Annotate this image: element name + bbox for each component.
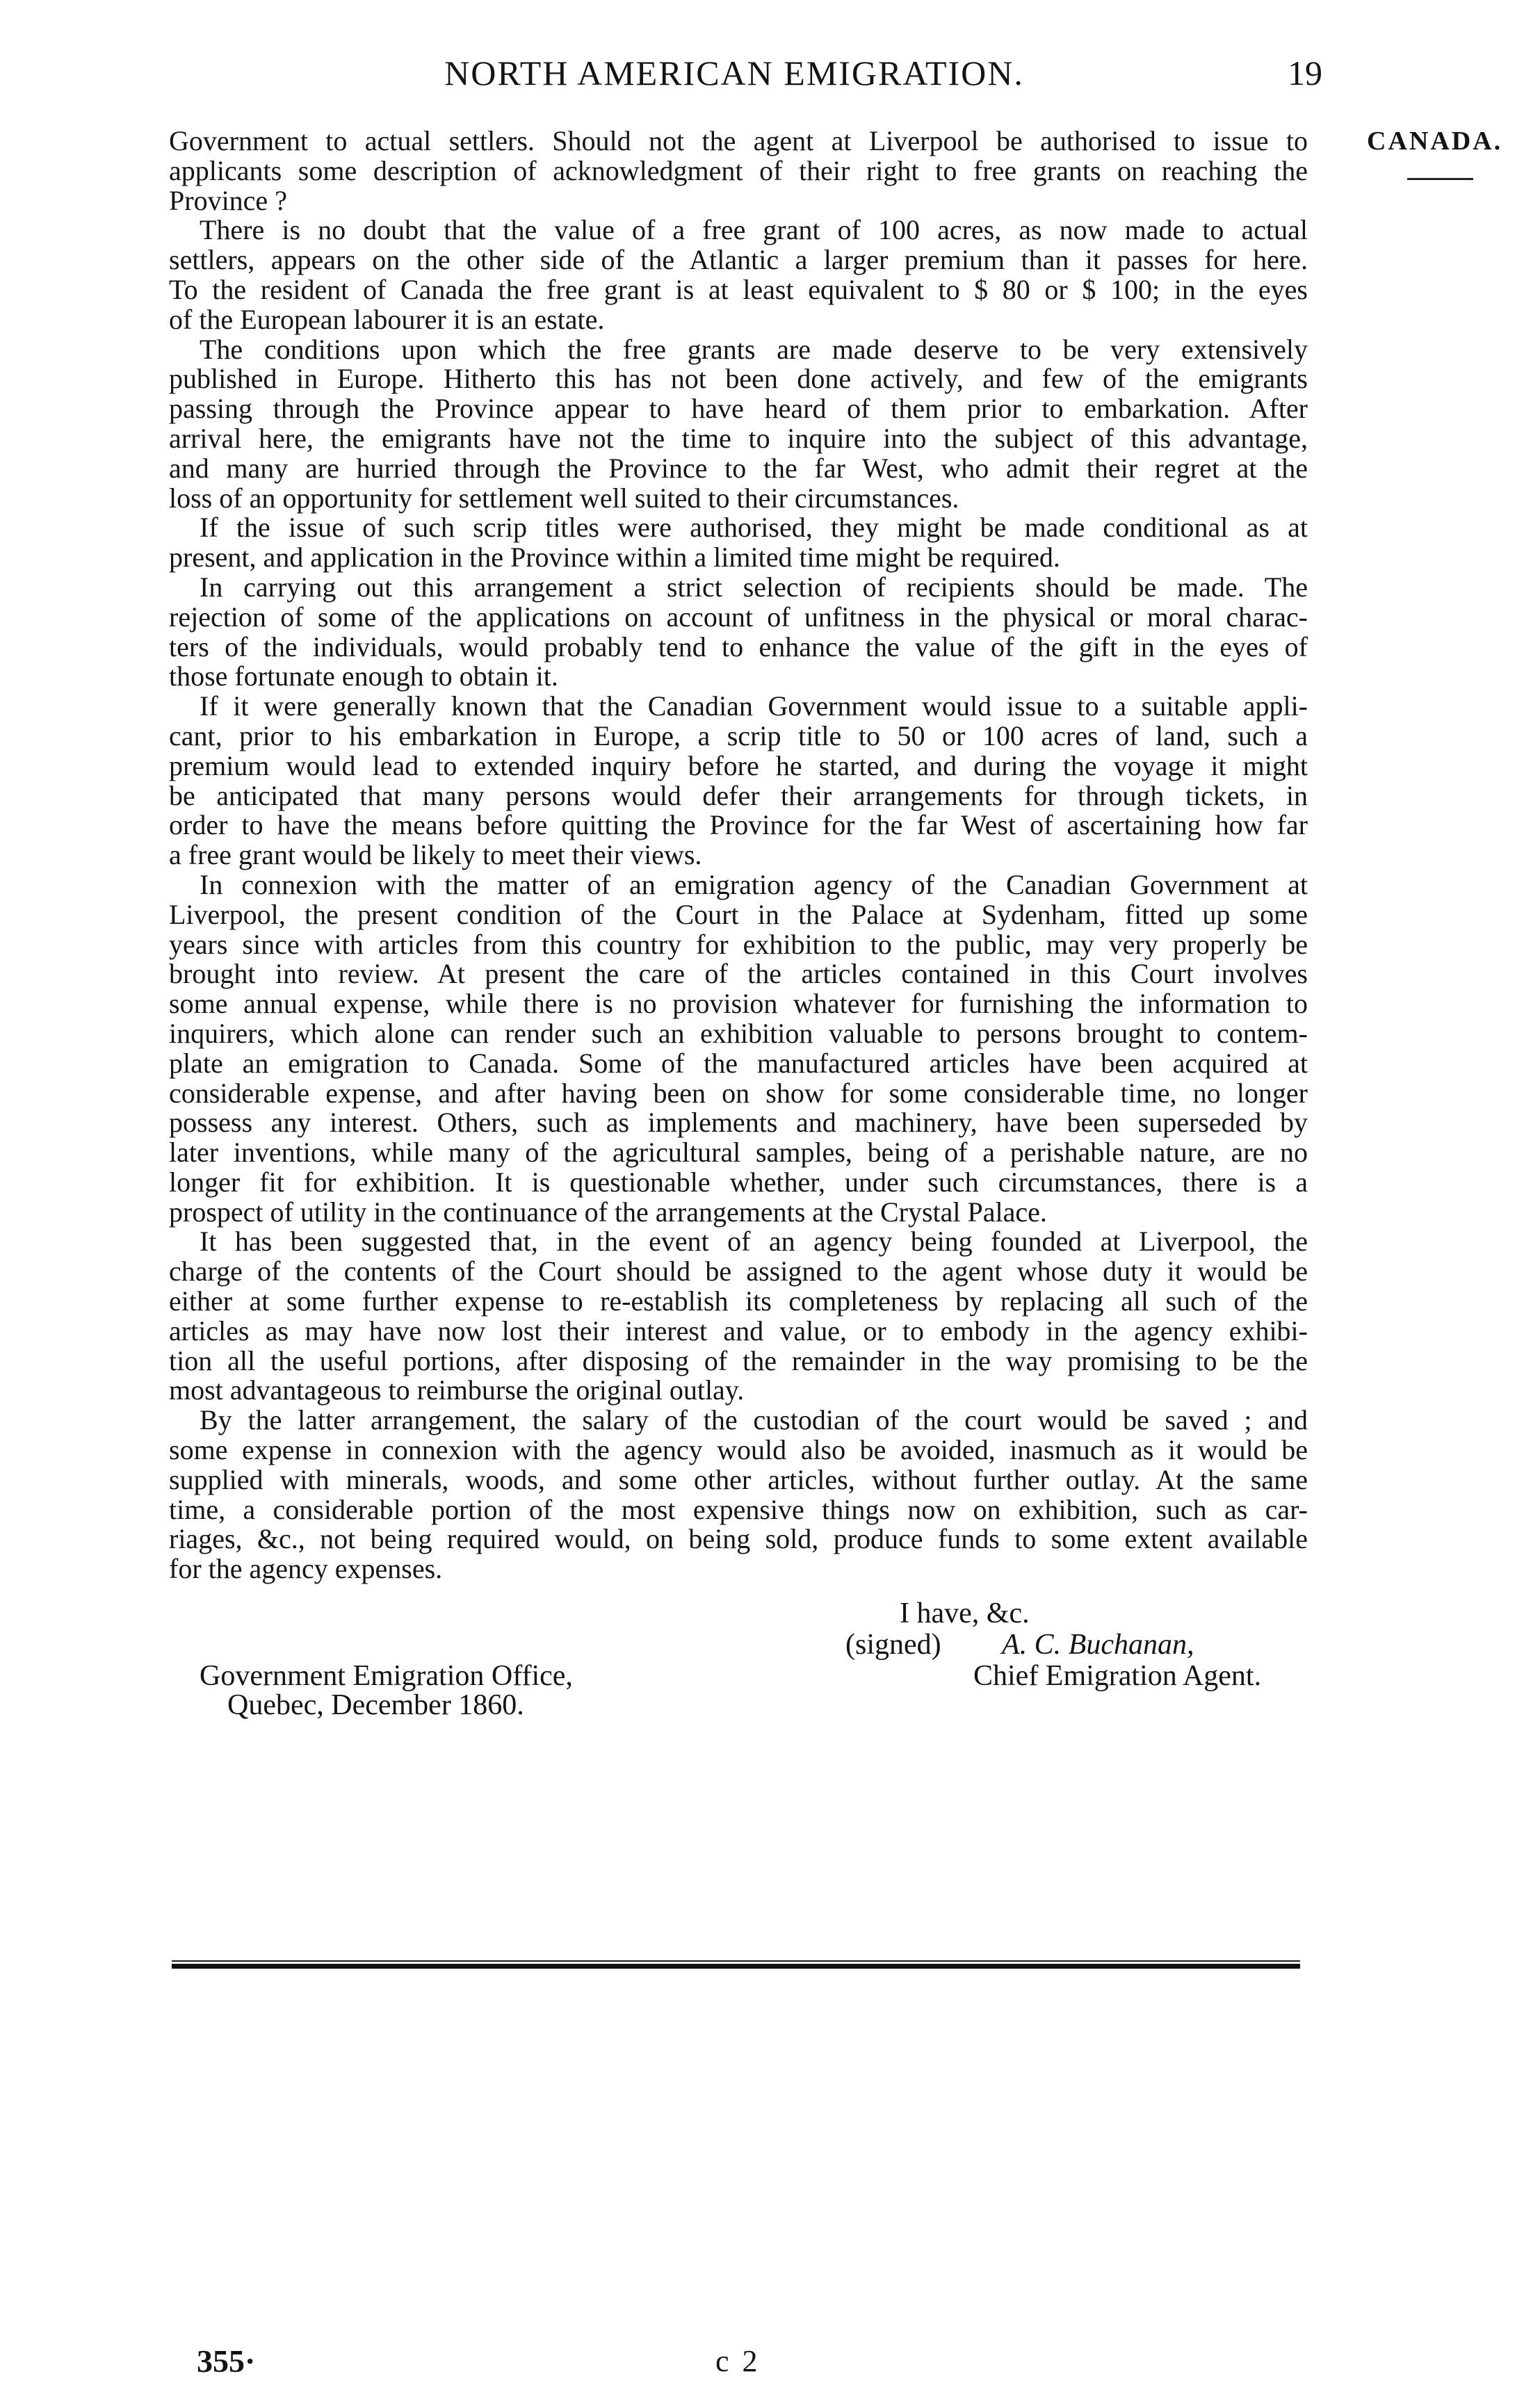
sheet-number: 355· [197,2343,256,2379]
text-line: and many are hurried through the Province to the far West, who admit their regret at the [169,452,1308,484]
text-line: premium would lead to extended inquiry before he started, and during the voyage it might [169,749,1308,781]
text-line: longer fit for exhibition. It is questionable whether, under such circumstances, there is a [169,1166,1308,1198]
paragraph [169,1227,1308,1406]
text-line: present, and application in the Province within a limited time might be required. [169,542,1060,573]
text-line: published in Europe. Hitherto this has not been done actively, and few of the emigrants [169,363,1308,395]
margin-note-rule [1407,178,1473,180]
text-line: charge of the contents of the Court should be assigned to the agent whose duty it would be [169,1255,1308,1287]
text-line: It has been suggested that, in the event of an agency being founded at Liverpool, the [200,1226,1308,1258]
text-line: later inventions, while many of the agricultural samples, being of a perishable nature, are no [169,1137,1308,1169]
text-line: considerable expense, and after having been on show for some considerable time, no longer [169,1077,1308,1109]
text-line: Liverpool, the present condition of the Court in the Palace at Sydenham, fitted up some [169,898,1308,930]
margin-note: CANADA. [1367,127,1503,156]
text-line: cant, prior to his embarkation in Europe, a scrip title to 50 or 100 acres of land, such a [169,719,1308,751]
text-line: for the agency expenses. [169,1553,443,1585]
text-line: some annual expense, while there is no provision whatever for furnishing the information to [169,988,1308,1020]
text-line: There is no doubt that the value of a free grant of 100 acres, as now made to actual [200,214,1308,246]
text-line: By the latter arrangement, the salary of the custodian of the court would be saved ; and [200,1404,1308,1436]
paragraph [169,870,1308,1228]
page-number: 19 [1288,54,1322,92]
text-line: applicants some description of acknowledgment of their right to free grants on reaching the [169,154,1308,186]
text-line: inquirers, which alone can render such an exhibition valuable to persons brought to contem- [169,1017,1308,1049]
running-title: NORTH AMERICAN EMIGRATION. [444,54,1024,92]
text-line: be anticipated that many persons would defer their arrangements for through tickets, in [169,779,1308,811]
paragraph [169,573,1308,692]
office-line: Government Emigration Office, [200,1660,573,1692]
signatory-name: A. C. Buchanan, [1002,1629,1194,1661]
paragraph [169,335,1308,514]
signature-mark: c 2 [715,2344,761,2378]
paragraph [169,127,1308,215]
text-line: To the resident of Canada the free grant is at least equivalent to $ 80 or $ 100; in the eyes [169,273,1308,305]
salutation: I have, &c. [900,1597,1030,1629]
rule-thin-line [172,1960,1300,1962]
text-line: Province ? [169,184,287,216]
paragraph [169,1406,1308,1584]
text-line: articles as may have now lost their interest and value, or to embody in the agency exhibi- [169,1315,1308,1347]
text-line: If it were generally known that the Canadian Government would issue to a suitable appli- [200,690,1308,722]
text-line: supplied with minerals, woods, and some other articles, without further outlay. At the same [169,1463,1308,1495]
signatory-title: Chief Emigration Agent. [973,1660,1262,1692]
text-line: arrival here, the emigrants have not the time to inquire into the subject of this advantage, [169,422,1308,454]
text-line: tion all the useful portions, after disposing of the remainder in the way promising to be the [169,1344,1308,1376]
text-line: years since with articles from this country for exhibition to the public, may very properly be [169,928,1308,960]
text-line: either at some further expense to re-establish its completeness by replacing all such of the [169,1285,1308,1317]
text-line: possess any interest. Others, such as implements and machinery, have been superseded by [169,1107,1308,1139]
text-line: In carrying out this arrangement a strict selection of recipients should be made. The [200,571,1308,603]
text-line: ters of the individuals, would probably tend to enhance the value of the gift in the eyes of [169,631,1308,662]
closing-rule [172,1960,1300,1970]
text-line: rejection of some of the applications on account of unfitness in the physical or moral charac- [169,601,1308,633]
text-line: In connexion with the matter of an emigration agency of the Canadian Government at [200,868,1308,900]
text-line: most advantageous to reimburse the original outlay. [169,1374,745,1406]
text-line: prospect of utility in the continuance of the arrangements at the Crystal Palace. [169,1196,1047,1228]
paragraph [169,692,1308,870]
text-line: The conditions upon which the free grants are made deserve to be very extensively [200,333,1308,365]
body-text [169,127,1308,1584]
text-line: time, a considerable portion of the most expensive things now on exhibition, such as car- [169,1493,1308,1525]
place-date-line: Quebec, December 1860. [227,1689,524,1721]
text-line: If the issue of such scrip titles were authorised, they might be made conditional as at [200,512,1308,544]
text-line: settlers, appears on the other side of the Atlantic a larger premium than it passes for here. [169,244,1308,276]
rule-thick-line [172,1964,1300,1969]
text-line: passing through the Province appear to have heard of them prior to embarkation. After [169,393,1308,425]
text-line: riages, &c., not being required would, on being sold, produce funds to some extent available [169,1523,1308,1555]
text-line: those fortunate enough to obtain it. [169,660,558,692]
paragraph [169,215,1308,334]
text-line: plate an emigration to Canada. Some of the manufactured articles have been acquired at [169,1047,1308,1079]
text-line: brought into review. At present the care of the articles contained in this Court involves [169,958,1308,990]
text-line: Government to actual settlers. Should not the agent at Liverpool be authorised to issue to [169,125,1308,156]
text-line: some expense in connexion with the agency would also be avoided, inasmuch as it would be [169,1434,1308,1466]
text-line: loss of an opportunity for settlement well suited to their circumstances. [169,482,959,514]
text-line: a free grant would be likely to meet their views. [169,839,702,871]
signed-label: (signed) [845,1629,941,1661]
text-line: order to have the means before quitting the Province for the far West of ascertaining how far [169,809,1308,841]
paragraph [169,513,1308,573]
text-line: of the European labourer it is an estate. [169,303,605,335]
